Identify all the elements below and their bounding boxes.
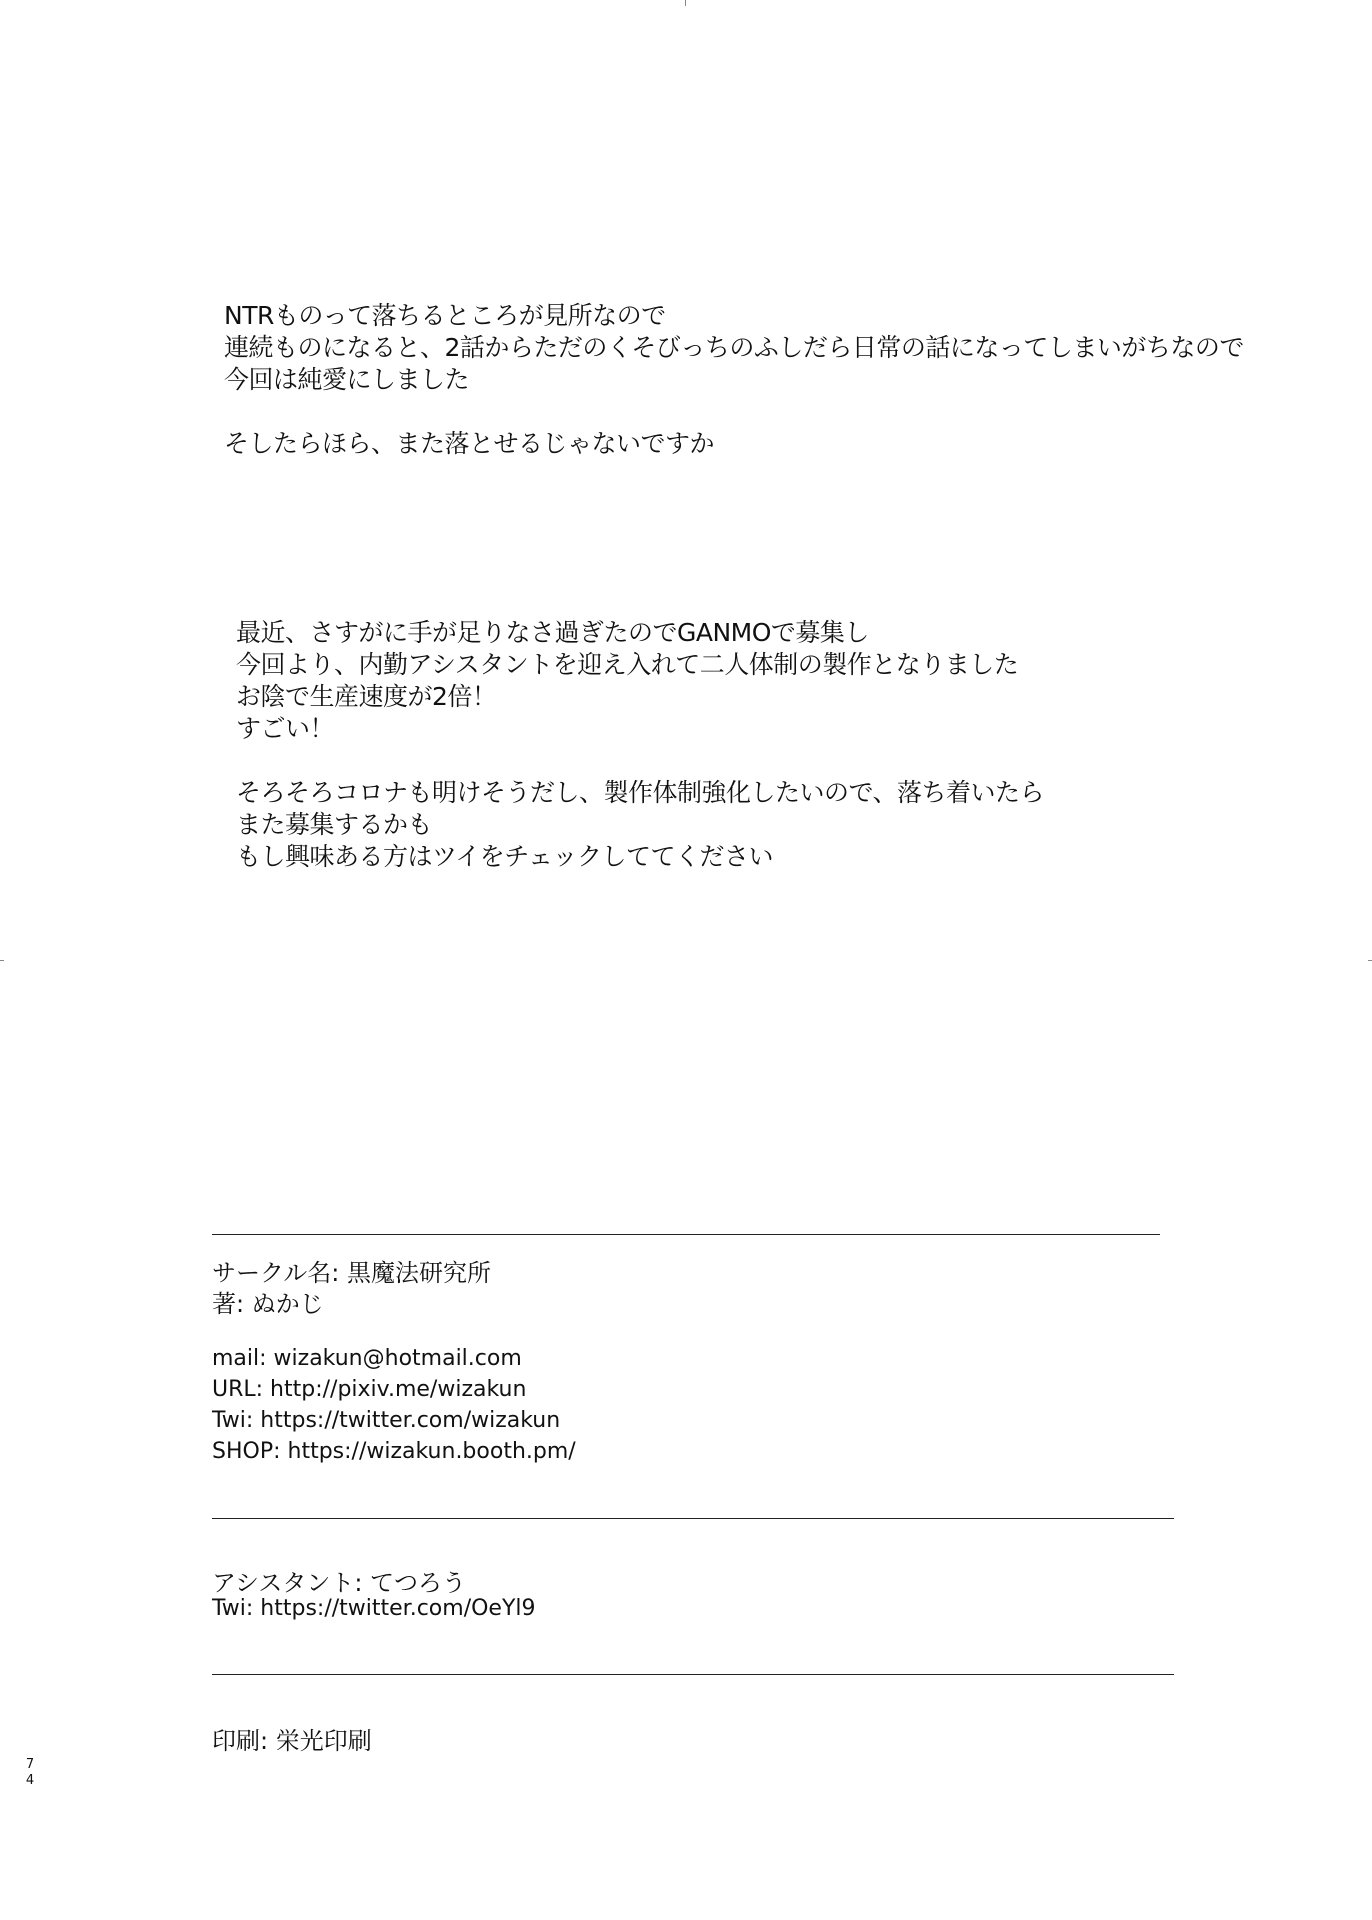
url-line: URL: http://pixiv.me/wizakun	[212, 1377, 527, 1402]
text-line	[224, 396, 1244, 428]
crop-mark-left	[0, 960, 4, 961]
divider	[212, 1518, 1174, 1519]
printing-line: 印刷: 栄光印刷	[212, 1727, 372, 1755]
assistant-name: アシスタント: てつろう	[212, 1569, 467, 1597]
text-line: 最近、さすがに手が足りなさ過ぎたのでGANMOで募集し	[236, 618, 869, 647]
mail-line: mail: wizakun@hotmail.com	[212, 1346, 522, 1371]
afterword-paragraph-2	[236, 617, 1044, 873]
text-line: そろそろコロナも明けそうだし、製作体制強化したいので、落ち着いたら	[236, 778, 1045, 807]
text-line: 今回は純愛にしました	[224, 365, 470, 394]
text-line: 連続ものになると、2話からただのくそびっちのふしだら日常の話になってしまいがちなので	[224, 333, 1244, 362]
text-line: すごい！	[236, 714, 335, 743]
author-name: 著: ぬかじ	[212, 1290, 324, 1318]
crop-mark-right	[1368, 960, 1372, 961]
text-line: 今回より、内勤アシスタントを迎え入れて二人体制の製作となりました	[236, 650, 1019, 679]
text-line	[236, 745, 1044, 777]
assistant-twitter-line: Twi: https://twitter.com/OeYl9	[212, 1596, 536, 1621]
shop-line: SHOP: https://wizakun.booth.pm/	[212, 1439, 576, 1464]
twitter-line: Twi: https://twitter.com/wizakun	[212, 1408, 561, 1433]
text-line: お陰で生産速度が2倍！	[236, 682, 497, 711]
crop-mark-top	[685, 0, 686, 6]
page-number: 74	[25, 1757, 35, 1788]
text-line: そしたらほら、また落とせるじゃないですか	[224, 429, 715, 458]
afterword-paragraph-1	[224, 300, 1244, 460]
text-line: もし興味ある方はツイをチェックしててください	[236, 842, 774, 871]
divider	[212, 1234, 1160, 1235]
text-line: NTRものって落ちるところが見所なので	[224, 301, 666, 330]
circle-name: サークル名: 黒魔法研究所	[212, 1259, 491, 1287]
divider	[212, 1674, 1174, 1675]
text-line: また募集するかも	[236, 810, 433, 839]
